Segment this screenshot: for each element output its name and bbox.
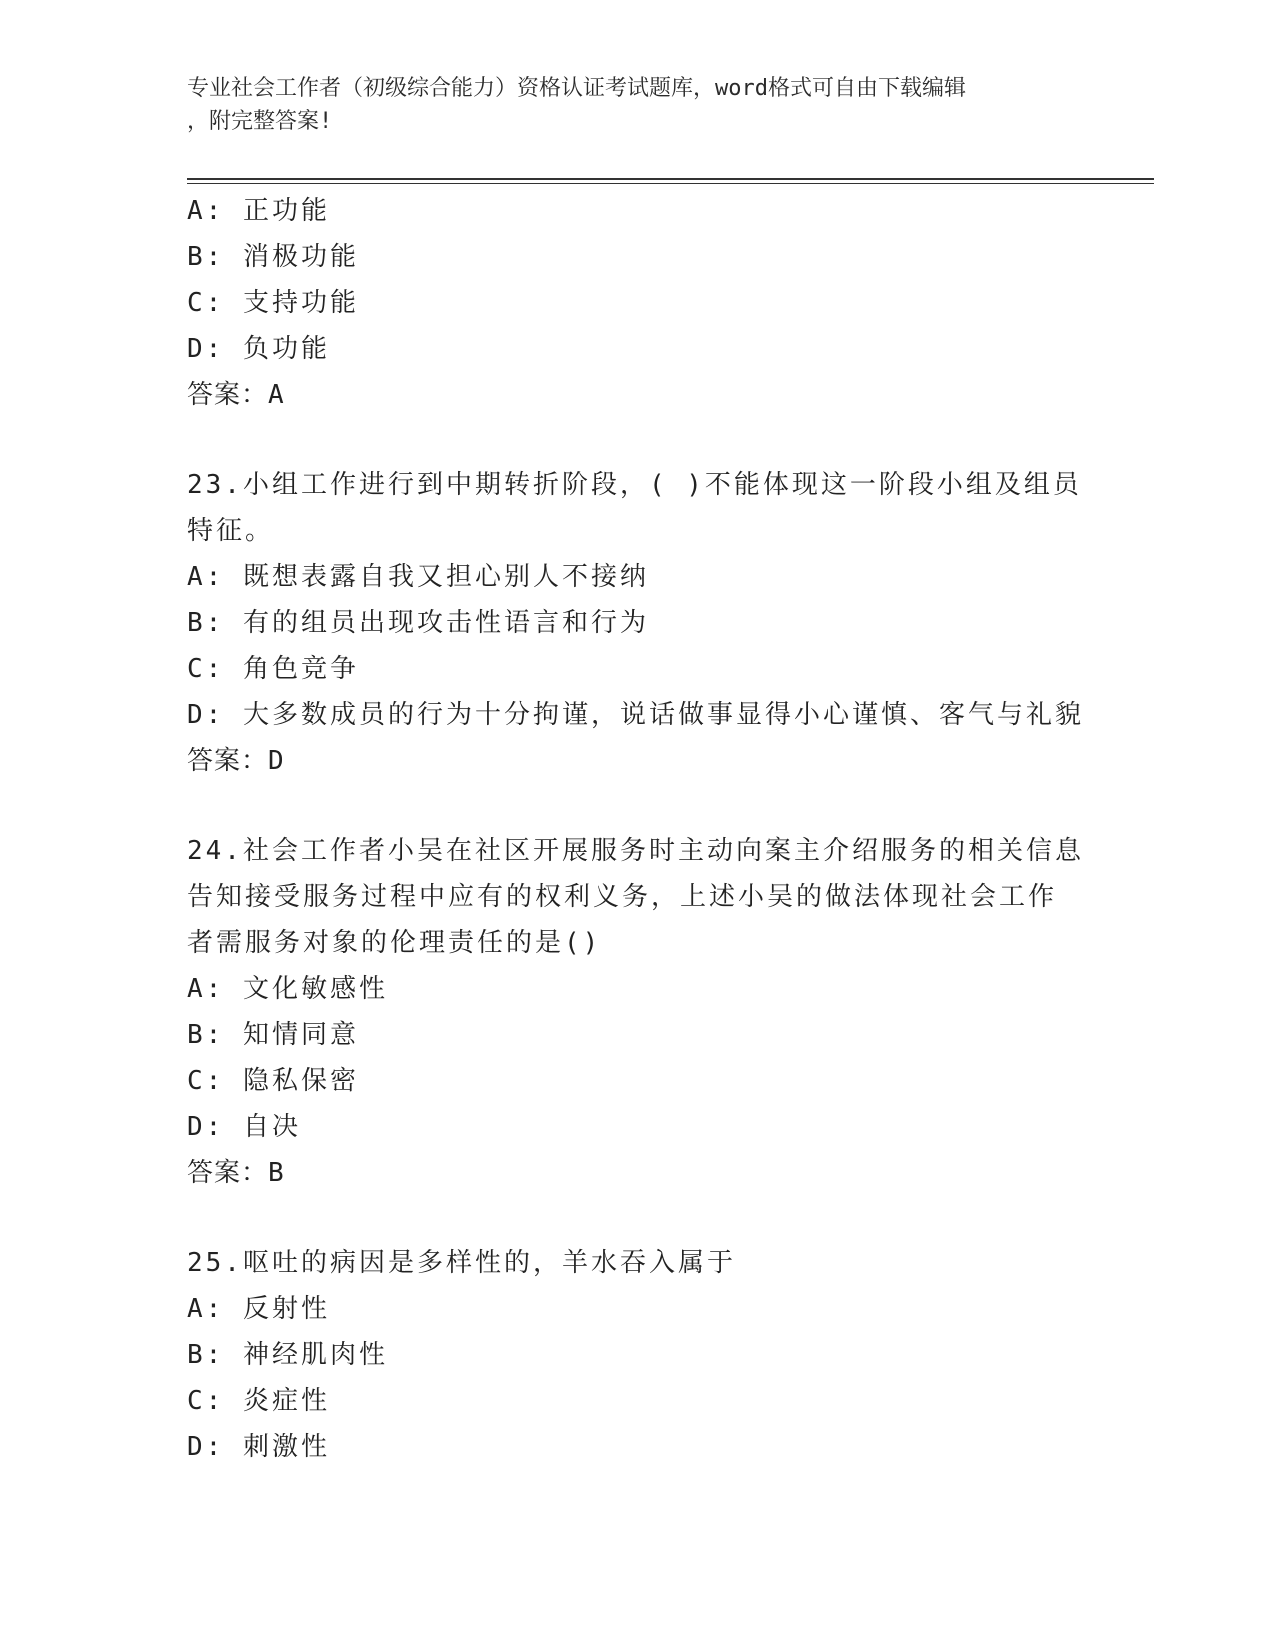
header-divider-thick (187, 178, 1154, 180)
question-24 (187, 828, 1087, 1196)
question-text-line: 者需服务对象的伦理责任的是() (187, 928, 602, 958)
option-d: D: 负功能 (187, 334, 330, 364)
question-22 (187, 188, 1087, 418)
spacer (187, 1196, 1087, 1240)
spacer (187, 784, 1087, 828)
option-d: D: 自决 (187, 1112, 301, 1142)
option-a: A: 既想表露自我又担心别人不接纳 (187, 562, 649, 592)
question-23 (187, 462, 1087, 784)
option-a: A: 反射性 (187, 1294, 330, 1324)
answer: 答案：B (187, 1158, 285, 1188)
option-c: C: 支持功能 (187, 288, 359, 318)
header-line-2: ，附完整答案! (187, 109, 333, 134)
option-b: B: 消极功能 (187, 242, 359, 272)
question-text-line: 23.小组工作进行到中期转折阶段，( )不能体现这一阶段小组及组员 (187, 470, 1082, 500)
option-a: A: 文化敏感性 (187, 974, 388, 1004)
question-list (187, 188, 1087, 1470)
question-text-line: 告知接受服务过程中应有的权利义务，上述小吴的做法体现社会工作 (187, 882, 1058, 912)
question-text-line: 24.社会工作者小吴在社区开展服务时主动向案主介绍服务的相关信息 (187, 836, 1084, 866)
option-b: B: 有的组员出现攻击性语言和行为 (187, 608, 649, 638)
question-25 (187, 1240, 1087, 1470)
header-divider-thin (187, 183, 1154, 184)
header-line-1: 专业社会工作者（初级综合能力）资格认证考试题库，word格式可自由下载编辑 (187, 76, 966, 101)
document-header (187, 72, 1087, 138)
option-c: C: 炎症性 (187, 1386, 330, 1416)
spacer (187, 418, 1087, 462)
answer: 答案：D (187, 746, 285, 776)
option-c: C: 隐私保密 (187, 1066, 359, 1096)
answer: 答案：A (187, 380, 285, 410)
option-d: D: 刺激性 (187, 1432, 330, 1462)
option-c: C: 角色竞争 (187, 654, 359, 684)
question-text-line: 特征。 (187, 516, 275, 546)
option-b: B: 知情同意 (187, 1020, 359, 1050)
option-d: D: 大多数成员的行为十分拘谨，说话做事显得小心谨慎、客气与礼貌 (187, 700, 1084, 730)
option-b: B: 神经肌肉性 (187, 1340, 388, 1370)
question-text-line: 25.呕吐的病因是多样性的，羊水吞入属于 (187, 1248, 736, 1278)
option-a: A: 正功能 (187, 196, 330, 226)
